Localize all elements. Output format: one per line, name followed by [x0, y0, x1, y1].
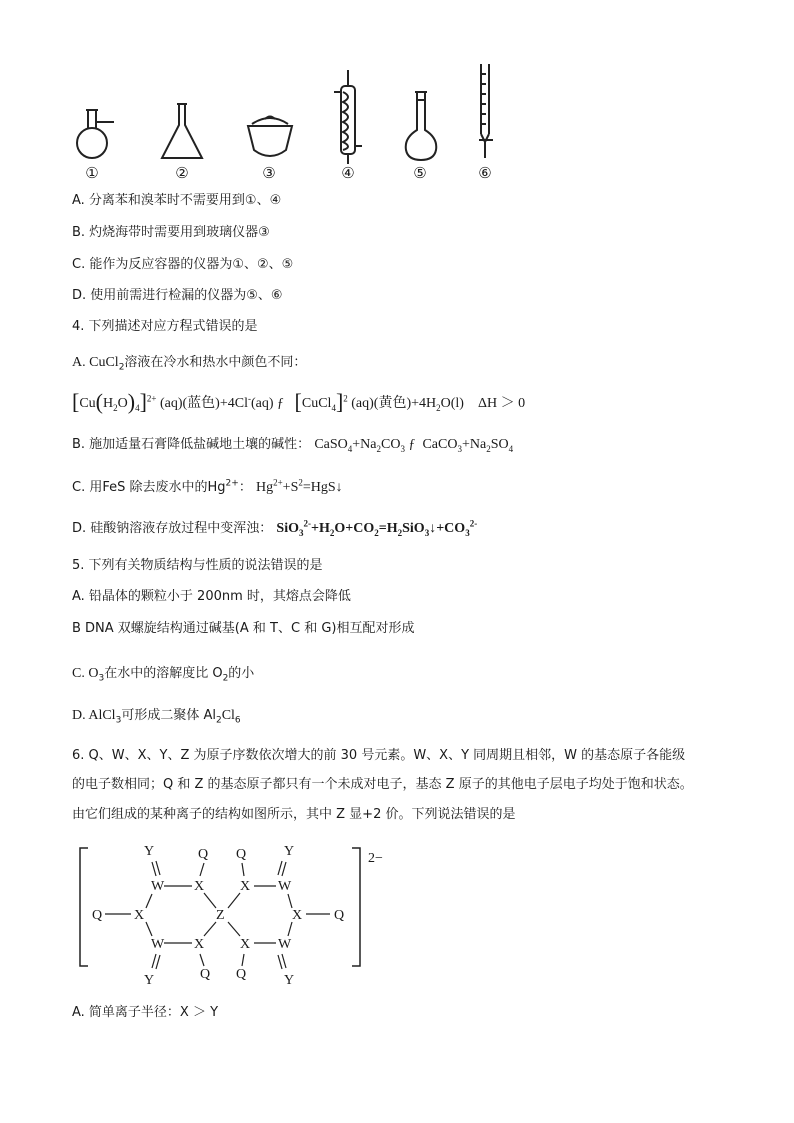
burette-icon [479, 64, 493, 158]
q4-option-d: D. 硅酸钠溶液存放过程中变浑浊： $SiO_3^{2-}+H_2O+CO_2=H_2SiO_3↓+CO_3^{2-}$ [72, 518, 478, 538]
atom-q-bottom-right: Q [236, 967, 247, 982]
q5-option-b: B DNA 双螺旋结构通过碱基(A 和 T、C 和 G)相互配对形成 [72, 621, 415, 636]
atom-q-bottom-left: Q [200, 967, 211, 982]
conical-flask-icon [162, 104, 202, 158]
atom-w-bottom-right: W [278, 937, 292, 952]
q4-option-b: B. 施加适量石膏降低盐碱地土壤的碱性： $CaSO_4+Na_2CO_3$ ƒ $CaCO_3+Na_2SO_4$ [72, 437, 514, 454]
q3-option-d: D. 使用前需进行检漏的仪器为⑤、⑥ [72, 288, 283, 303]
q5-option-d: D. AlCl$_3$可形成二聚体 $Al_2Cl_6$ [72, 708, 241, 726]
q5-option-a: A. 铅晶体的颗粒小于 200nm 时，其熔点会降低 [72, 589, 351, 604]
q4-option-a: A. CuCl$_2$溶液在冷水和热水中颜色不同： [72, 355, 307, 373]
atom-x-right: X [292, 908, 303, 923]
apparatus-label-6: ⑥ [478, 164, 492, 182]
q4-option-a-equation: $[Cu(H_2O)_4]^{2+}$ (aq)(蓝色)+4Cl-(aq) ƒ [CuCl$_4$]$^2$ (aq)(黄色)$+4H_2O(l)$ ΔH ＞ 0 [72, 389, 526, 414]
condenser-icon [334, 70, 362, 164]
atom-q-right: Q [334, 908, 345, 923]
q6-stem-line-2: 的电子数相同；Q 和 Z 的基态原子都只有一个未成对电子，基态 Z 原子的其他电子层电子均处于饱和状态。 [72, 777, 693, 792]
q4-option-c: C. 用FeS 除去废水中的$Hg^{2+}$： $Hg^{2+}+S^2=HgS↓$ [72, 477, 343, 495]
apparatus-label-4: ④ [341, 164, 355, 182]
atom-y-top-left: Y [144, 844, 155, 859]
atom-y-top-right: Y [284, 844, 295, 859]
q3-option-a: A. 分离苯和溴苯时不需要用到①、④ [72, 193, 282, 208]
ion-structure-diagram [70, 838, 400, 988]
atom-x-top-left: X [194, 879, 205, 894]
apparatus-label-3: ③ [262, 164, 276, 182]
atom-q-top-right: Q [236, 847, 247, 862]
q3-option-c: C. 能作为反应容器的仪器为①、②、⑤ [72, 257, 294, 272]
atom-x-bottom-right: X [240, 937, 251, 952]
q6-stem-line-1: 6. Q、W、X、Y、Z 为原子序数依次增大的前 30 号元素。W、X、Y 同周期且相邻，W 的基态原子各能级 [72, 748, 686, 763]
q5-stem: 5. 下列有关物质结构与性质的说法错误的是 [72, 558, 323, 573]
round-bottom-flask-icon [77, 110, 114, 158]
q5-option-c: C. $O_3$在水中的溶解度比 $O_2$的小 [72, 666, 255, 684]
atom-z-center: Z [216, 908, 225, 923]
atom-w-top-left: W [151, 879, 165, 894]
atom-y-bottom-left: Y [144, 973, 155, 988]
apparatus-label-2: ② [175, 164, 189, 182]
atom-q-left: Q [92, 908, 103, 923]
q4-stem: 4. 下列描述对应方程式错误的是 [72, 319, 258, 334]
atom-q-top-left: Q [198, 847, 209, 862]
atom-x-left: X [134, 908, 145, 923]
crucible-icon [248, 117, 292, 157]
atom-w-bottom-left: W [151, 937, 165, 952]
volumetric-flask-icon [406, 92, 437, 160]
q4-a-label: A. CuCl [72, 355, 119, 370]
atom-y-bottom-right: Y [284, 973, 295, 988]
q3-option-b: B. 灼烧海带时需要用到玻璃仪器③ [72, 225, 270, 240]
apparatus-label-1: ① [85, 164, 99, 182]
apparatus-illustrations [0, 0, 794, 200]
atom-x-top-right: X [240, 879, 251, 894]
atom-x-bottom-left: X [194, 937, 205, 952]
q4-a-desc: 溶液在冷水和热水中颜色不同： [124, 355, 307, 370]
q6-stem-line-3: 由它们组成的某种离子的结构如图所示，其中 Z 显+2 价。下列说法错误的是 [72, 807, 516, 822]
atom-w-top-right: W [278, 879, 292, 894]
ion-charge: 2− [368, 851, 383, 866]
apparatus-label-5: ⑤ [413, 164, 427, 182]
q6-option-a: A. 简单离子半径：X ＞ Y [72, 1005, 219, 1020]
